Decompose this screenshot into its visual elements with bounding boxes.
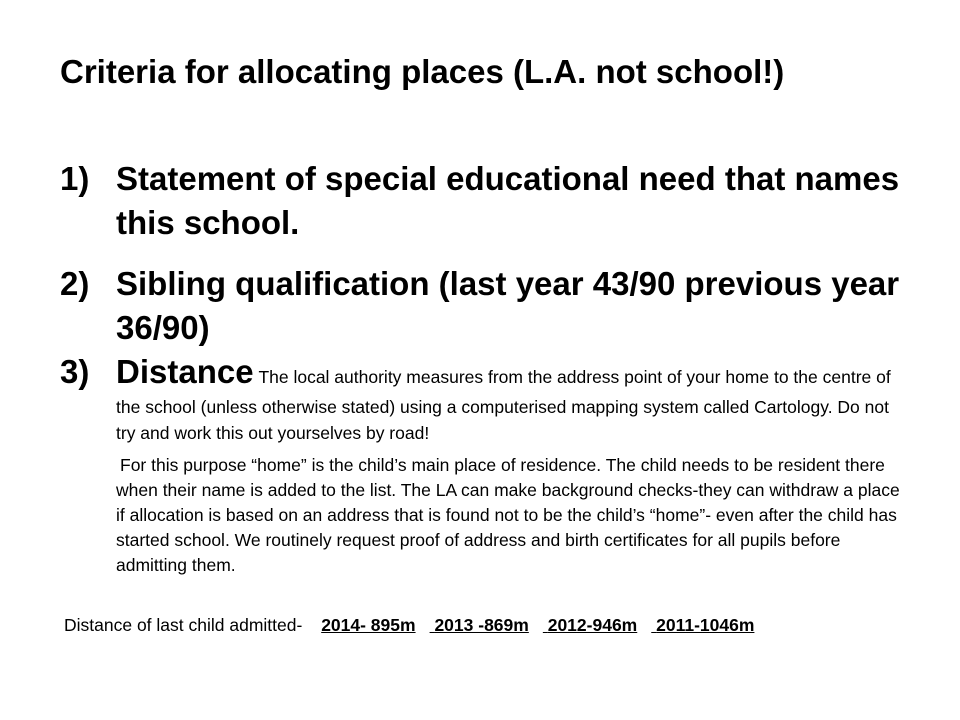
criterion-number: 2) xyxy=(60,265,90,302)
criterion-number: 1) xyxy=(60,160,90,197)
slide-title: Criteria for allocating places (L.A. not school!) xyxy=(60,53,785,90)
distance-footer xyxy=(64,612,944,638)
criterion-text: Statement of special educational need that names this school. xyxy=(116,160,900,241)
distance-value-2014: 2014- 895m xyxy=(321,615,416,635)
criterion-1 xyxy=(60,157,910,245)
distance-values xyxy=(321,615,768,635)
criterion-text: Sibling qualification (last year 43/90 previous year 36/90) xyxy=(116,265,900,346)
criterion-heading: Distance xyxy=(116,353,254,390)
criterion-3 xyxy=(60,350,910,446)
distance-value-2013: 2013 -869m xyxy=(434,615,529,635)
distance-value-2012: 2012-946m xyxy=(547,615,638,635)
criterion-detail: The local authority measures from the address point of your home to the centre of the school (unless otherwise stated) using a computerised mapping system called Cartology. Do not try and work this out yourselves by road! xyxy=(116,367,891,443)
home-definition-paragraph: For this purpose “home” is the child’s main place of residence. The child needs to be resident there when their name is added to the list. The LA can make background checks-they can withdraw a place if allocation is based on an address that is found not to be the child’s “home”- even after the child has started school. We routinely request proof of address and birth certificates for all pupils before admitting them. xyxy=(116,455,900,575)
distance-value-2011: 2011-1046m xyxy=(656,615,755,635)
distance-label: Distance of last child admitted- xyxy=(64,615,303,635)
criterion-number: 3) xyxy=(60,353,90,390)
criterion-2 xyxy=(60,262,910,350)
